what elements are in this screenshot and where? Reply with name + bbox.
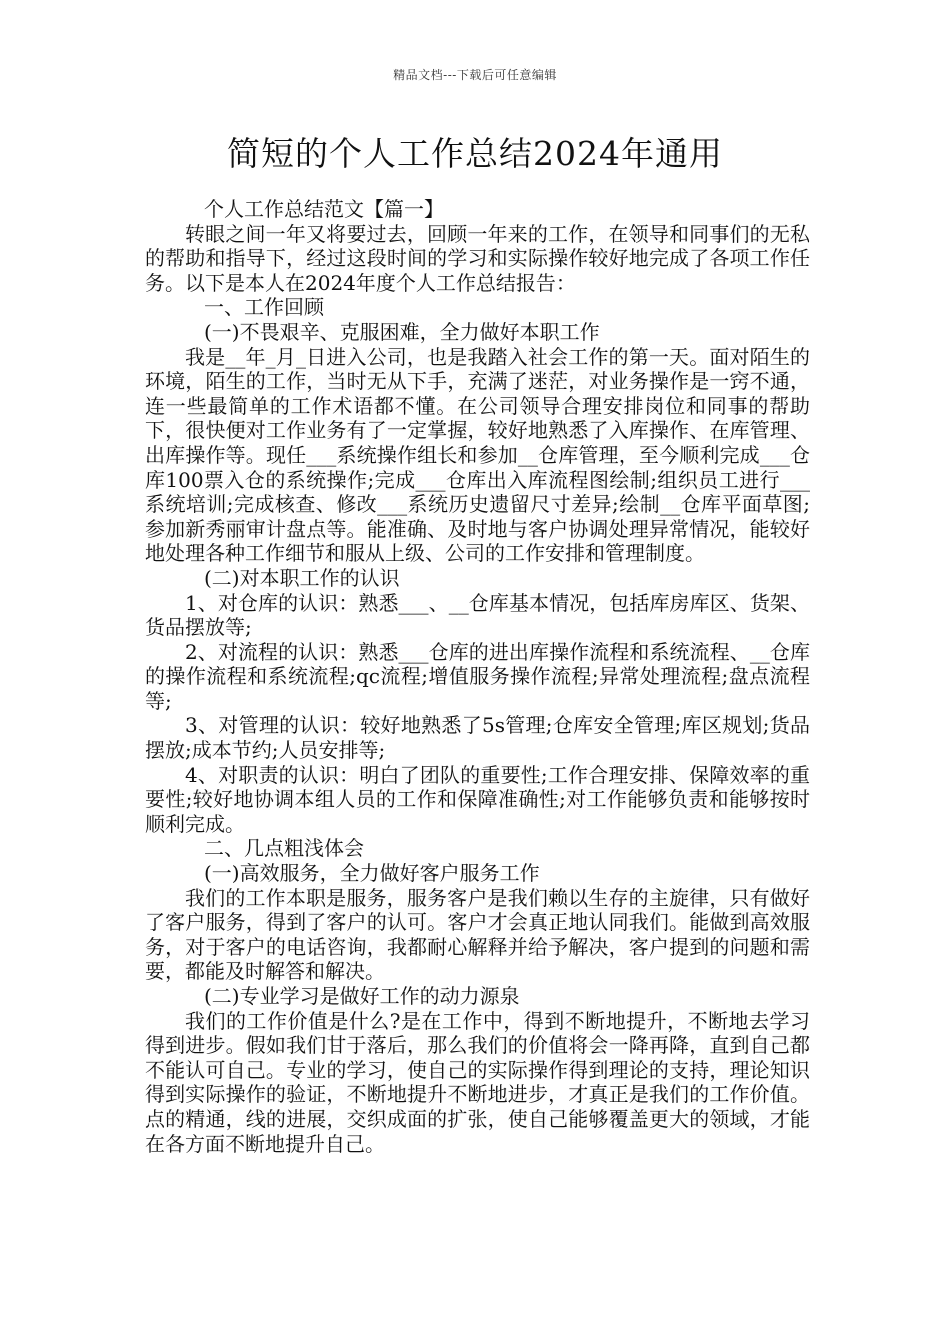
- header-note: 精品文档---下载后可任意编辑: [393, 68, 557, 82]
- body-paragraph: 我们的工作价值是什么?是在工作中，得到不断地提升，不断地去学习得到进步。假如我们甘于落后，那么我们的价值将会一降再降，直到自己都不能认可自己。专业的学习，使自己的实际操作得到理论的支持，理论知识得到实际操作的验证，不断地提升不断地进步，才真正是我们的工作价值。点的精通，线的进展，交织成面的扩张，使自己能够覆盖更大的领域，才能在各方面不断地提升自己。: [145, 1008, 810, 1156]
- body-paragraph: 3、对管理的认识：较好地熟悉了5s管理;仓库安全管理;库区规划;货品摆放;成本节约;人员安排等;: [145, 713, 810, 763]
- section-heading: 二、几点粗浅体会: [204, 836, 364, 861]
- section-heading: 一、工作回顾: [204, 295, 324, 320]
- subsection-heading: (一)高效服务，全力做好客户服务工作: [204, 861, 540, 886]
- document-body: [145, 197, 810, 1156]
- body-paragraph: 我们的工作本职是服务，服务客户是我们赖以生存的主旋律，只有做好了客户服务，得到了客户的认可。客户才会真正地认同我们。能做到高效服务，对于客户的电话咨询，我都耐心解释并给予解决，客户提到的问题和需要，都能及时解答和解决。: [145, 885, 810, 984]
- subsection-heading: (二)专业学习是做好工作的动力源泉: [204, 984, 520, 1008]
- subsection-heading: (二)对本职工作的认识: [204, 565, 400, 590]
- body-paragraph: 我是__年_月_日进入公司，也是我踏入社会工作的第一天。面对陌生的环境，陌生的工作，当时无从下手，充满了迷茫，对业务操作是一窍不通，连一些最简单的工作术语都不懂。在公司领导合理安排岗位和同事的帮助下，很快便对工作业务有了一定掌握，较好地熟悉了入库操作、在库管理、出库操作等。现任___系统操作组长和参加__仓库管理，至今顺利完成___仓库100票入仓的系统操作;完成___仓库出入库流程图绘制;组织员工进行___系统培训;完成核查、修改___系统历史遗留尺寸差异;绘制__仓库平面草图;参加新秀丽审计盘点等。能准确、及时地与客户协调处理异常情况，能较好地处理各种工作细节和服从上级、公司的工作安排和管理制度。: [145, 344, 810, 566]
- body-paragraph: 4、对职责的认识：明白了团队的重要性;工作合理安排、保障效率的重要性;较好地协调本组人员的工作和保障准确性;对工作能够负责和能够按时顺利完成。: [145, 762, 810, 836]
- body-paragraph: 1、对仓库的认识：熟悉___、__仓库基本情况，包括库房库区、货架、货品摆放等;: [145, 590, 810, 640]
- body-paragraph: 转眼之间一年又将要过去，回顾一年来的工作，在领导和同事们的无私的帮助和指导下，经过这段时间的学习和实际操作较好地完成了各项工作任务。以下是本人在2024年度个人工作总结报告：: [145, 221, 810, 295]
- subsection-heading: (一)不畏艰辛、克服困难，全力做好本职工作: [204, 319, 600, 344]
- body-paragraph: 2、对流程的认识：熟悉___仓库的进出库操作流程和系统流程、__仓库的操作流程和系统流程;qc流程;增值服务操作流程;异常处理流程;盘点流程等;: [145, 639, 810, 713]
- section-heading: 个人工作总结范文【篇一】: [204, 197, 444, 221]
- document-title: 简短的个人工作总结2024年通用: [227, 134, 723, 173]
